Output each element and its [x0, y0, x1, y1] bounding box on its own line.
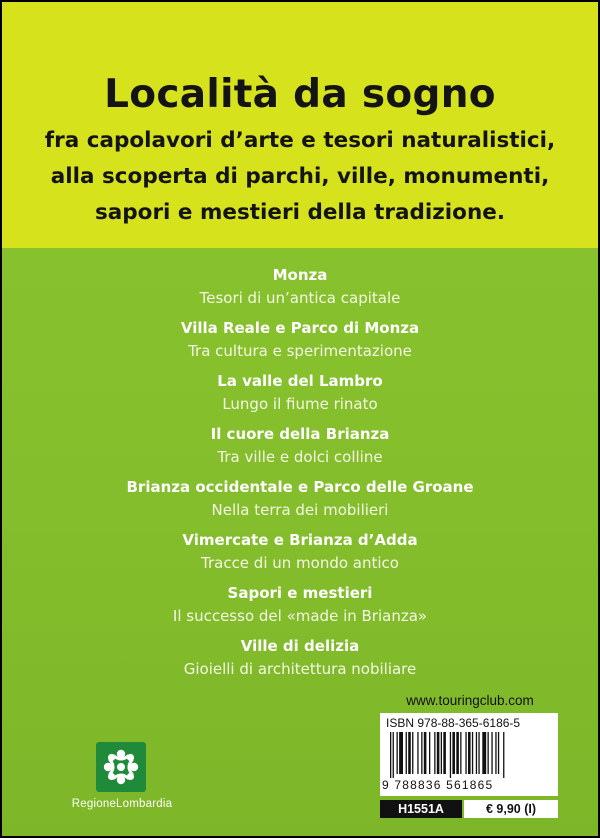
- tagline-line-2: alla scoperta di parchi, ville, monumenti,: [50, 164, 550, 189]
- barcode-bar: [495, 732, 496, 774]
- contents-entry-subtitle: Tra cultura e sperimentazione: [188, 342, 412, 360]
- barcode-bar: [450, 732, 451, 778]
- tagline-line-3: sapori e mestieri della tradizione.: [94, 200, 506, 225]
- barcode-bar: [468, 732, 471, 774]
- contents-entry-title: Ville di delizia: [240, 637, 360, 655]
- barcode-bar: [424, 732, 427, 774]
- contents-entry-subtitle: Nella terra dei mobilieri: [211, 501, 389, 519]
- contents-entry-subtitle: Tra ville e dolci colline: [217, 448, 383, 466]
- barcode-bar: [443, 732, 446, 774]
- barcode-bar: [441, 732, 442, 774]
- barcode-bar: [482, 732, 486, 774]
- barcode-panel: [380, 713, 558, 796]
- barcode-bar: [390, 732, 391, 778]
- barcode-bar: [399, 732, 403, 774]
- tagline-banner: [2, 2, 598, 248]
- contents-entry-subtitle: Il successo del «made in Brianza»: [172, 607, 428, 625]
- barcode-bar: [465, 732, 466, 774]
- barcode-bar: [437, 732, 440, 774]
- barcode-bar: [472, 732, 473, 774]
- barcode-bar: [476, 732, 477, 774]
- contents-entry-title: Villa Reale e Parco di Monza: [180, 319, 420, 337]
- barcode-bar: [429, 732, 430, 774]
- barcode-bar: [488, 732, 489, 774]
- barcode-bar: [434, 732, 435, 774]
- contents-entry-title: Brianza occidentale e Parco delle Groane: [126, 478, 474, 496]
- book-back-cover: [2, 2, 598, 836]
- barcode-bar: [393, 732, 394, 778]
- contents-entry-title: Vimercate e Brianza d’Adda: [182, 531, 418, 549]
- barcode-bar: [503, 732, 504, 778]
- price-label: € 9,90 (I): [464, 800, 558, 818]
- contents-entry-subtitle: Gioielli di architettura nobiliare: [183, 660, 417, 678]
- barcode-digits: 9 788836 561865: [382, 778, 494, 792]
- barcode-bar: [408, 732, 411, 774]
- barcode-bar: [397, 732, 398, 774]
- barcode-bar: [456, 732, 459, 774]
- barcode-bar: [478, 732, 479, 774]
- barcode-bar: [498, 732, 499, 774]
- contents-entry-title: Monza: [272, 266, 328, 284]
- barcode-bar: [417, 732, 418, 774]
- barcode-bar: [412, 732, 413, 774]
- publisher-name: RegioneLombardia: [71, 798, 173, 810]
- barcode-bar: [460, 732, 461, 774]
- barcode-bar: [421, 732, 422, 774]
- barcode-bar: [491, 732, 492, 774]
- barcode-bar: [452, 732, 455, 774]
- cover-title: Località da sogno: [104, 72, 496, 117]
- barcode-bar: [406, 732, 407, 774]
- website-url: www.touringclub.com: [406, 693, 534, 708]
- contents-entry-subtitle: Tracce di un mondo antico: [201, 554, 399, 572]
- contents-entry-title: La valle del Lambro: [217, 372, 383, 390]
- contents-entry-title: Il cuore della Brianza: [210, 425, 390, 443]
- contents-entry-title: Sapori e mestieri: [227, 584, 373, 602]
- product-code: H1551A: [380, 800, 462, 818]
- isbn-text: ISBN 978-88-365-6186-5: [386, 716, 521, 730]
- contents-entry-subtitle: Tesori di un’antica capitale: [199, 289, 401, 307]
- contents-entry-subtitle: Lungo il fiume rinato: [222, 395, 378, 413]
- barcode-graphic: [390, 732, 550, 778]
- rosa-camuna-icon: [96, 742, 146, 792]
- tagline-line-1: fra capolavori d’arte e tesori naturalistici,: [44, 128, 556, 153]
